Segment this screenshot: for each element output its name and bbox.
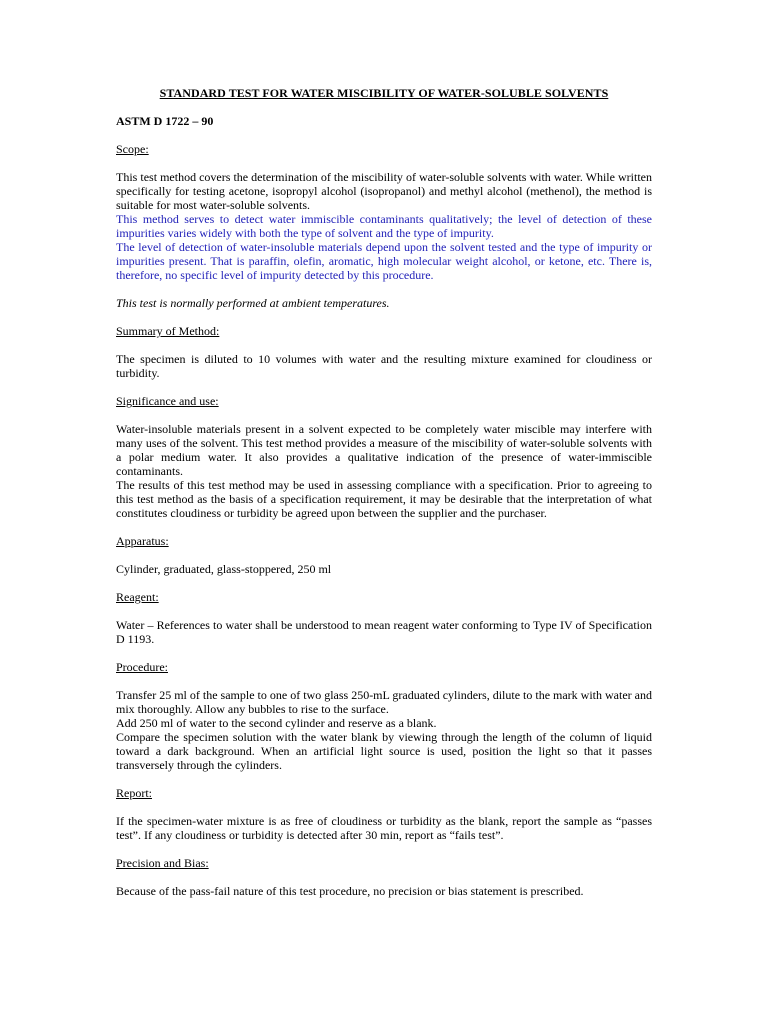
precision-paragraph-1: Because of the pass-fail nature of this test procedure, no precision or bias statement is prescribed. — [116, 884, 584, 898]
section-apparatus — [116, 534, 652, 576]
significance-paragraph-1: Water-insoluble materials present in a solvent expected to be completely water miscible may interfere with many uses of the solvent. This test method provides a measure of the miscibility of water-soluble solvents with a polar medium water. It also provides a qualitative indication of the presence of water-immiscible contaminants. — [116, 422, 652, 478]
section-reagent — [116, 590, 652, 646]
procedure-paragraph-1: Transfer 25 ml of the sample to one of two glass 250-mL graduated cylinders, dilute to the mark with water and mix thoroughly. Allow any bubbles to rise to the surface. — [116, 688, 652, 716]
significance-paragraph-2: The results of this test method may be used in assessing compliance with a specification. Prior to agreeing to this test method as the basis of a specification requirement, it may be desirable that the interpretation of what constitutes cloudiness or turbidity be agreed upon between the supplier and the purchaser. — [116, 478, 652, 520]
section-summary — [116, 324, 652, 380]
section-heading-apparatus: Apparatus: — [116, 534, 169, 548]
section-heading-significance: Significance and use: — [116, 394, 219, 408]
section-heading-precision: Precision and Bias: — [116, 856, 209, 870]
section-heading-report: Report: — [116, 786, 152, 800]
reagent-paragraph-1: Water – References to water shall be understood to mean reagent water conforming to Type IV of Specification D 1193. — [116, 618, 652, 646]
section-report — [116, 786, 652, 842]
section-heading-scope: Scope: — [116, 142, 149, 156]
document-title: STANDARD TEST FOR WATER MISCIBILITY OF WATER-SOLUBLE SOLVENTS — [159, 86, 609, 100]
section-significance — [116, 394, 652, 520]
procedure-paragraph-2: Add 250 ml of water to the second cylinder and reserve as a blank. — [116, 716, 437, 730]
standard-code: ASTM D 1722 – 90 — [116, 114, 214, 128]
section-scope — [116, 142, 652, 310]
scope-paragraph-3: The level of detection of water-insoluble materials depend upon the solvent tested and the type of impurity or impurities present. That is paraffin, olefin, aromatic, high molecular weight alcohol, or ketone, etc. There is, therefore, no specific level of impurity detected by this procedure. — [116, 240, 652, 282]
scope-paragraph-2: This method serves to detect water immiscible contaminants qualitatively; the level of detection of these impurities varies widely with both the type of solvent and the type of impurity. — [116, 212, 652, 240]
document-page — [116, 83, 652, 898]
scope-paragraph-1: This test method covers the determination of the miscibility of water-soluble solvents with water. While written specifically for testing acetone, isopropyl alcohol (isopropanol) and methyl alcohol (methenol), the method is suitable for most water-soluble solvents. — [116, 170, 652, 212]
apparatus-paragraph-1: Cylinder, graduated, glass-stoppered, 250 ml — [116, 562, 332, 576]
section-procedure — [116, 660, 652, 772]
section-precision — [116, 856, 652, 898]
procedure-paragraph-3: Compare the specimen solution with the water blank by viewing through the length of the column of liquid toward a dark background. When an artificial light source is used, position the light so that it passes transversely through the cylinders. — [116, 730, 652, 772]
section-heading-procedure: Procedure: — [116, 660, 168, 674]
summary-paragraph-1: The specimen is diluted to 10 volumes with water and the resulting mixture examined for cloudiness or turbidity. — [116, 352, 652, 380]
scope-note: This test is normally performed at ambient temperatures. — [116, 296, 390, 310]
report-paragraph-1: If the specimen-water mixture is as free of cloudiness or turbidity as the blank, report the sample as “passes test”. If any cloudiness or turbidity is detected after 30 min, report as “fails test”. — [116, 814, 652, 842]
section-heading-summary: Summary of Method: — [116, 324, 220, 338]
section-heading-reagent: Reagent: — [116, 590, 159, 604]
